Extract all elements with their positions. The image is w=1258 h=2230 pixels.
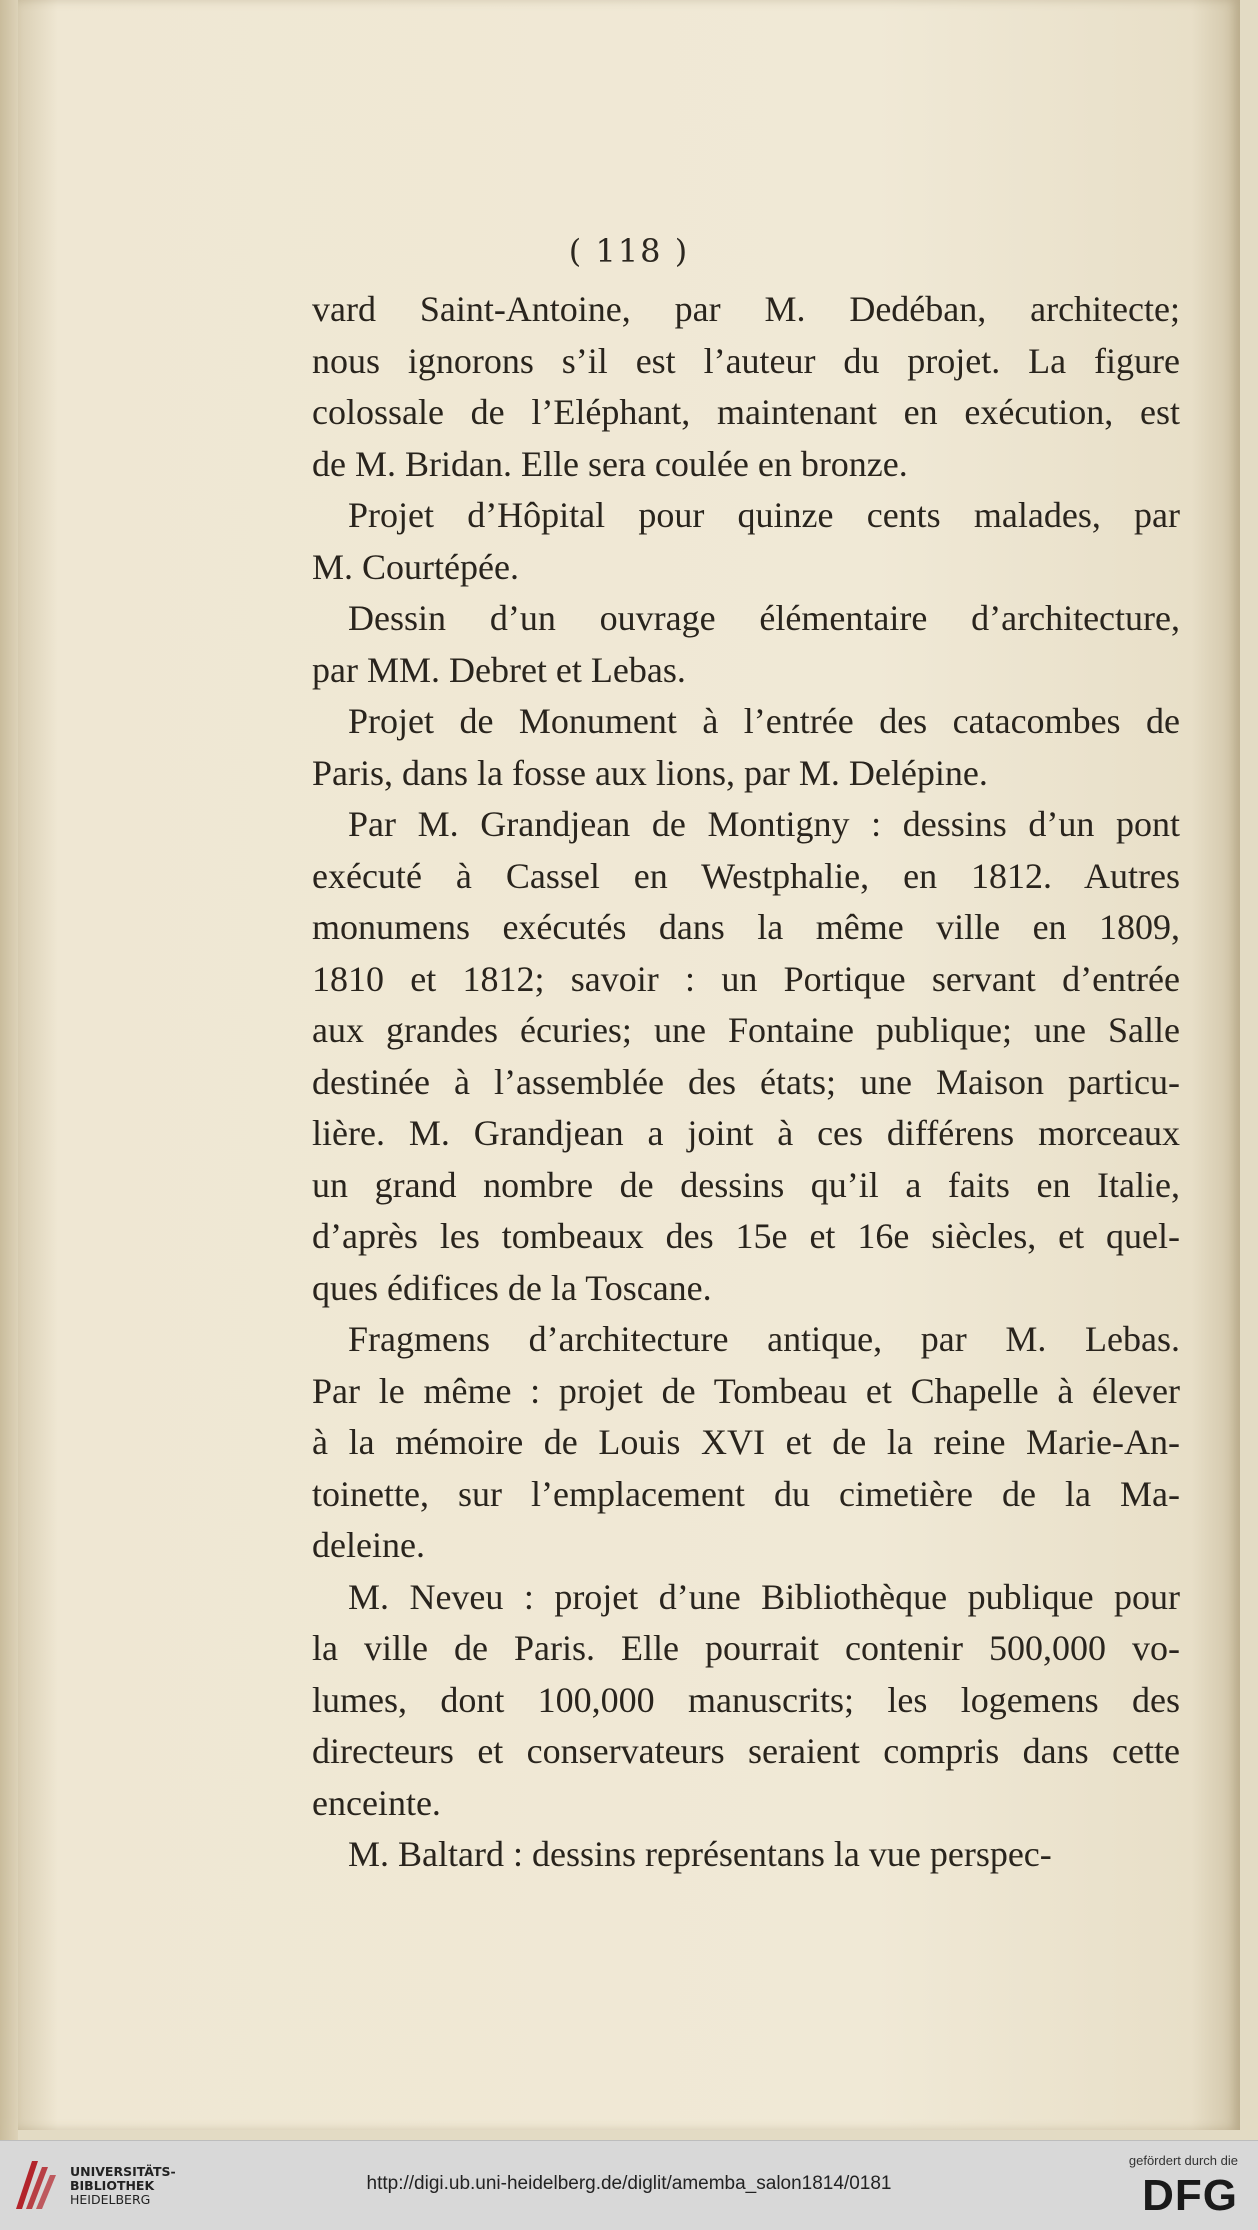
paragraph — [312, 593, 1180, 696]
library-line-3: HEIDELBERG — [70, 2192, 151, 2207]
document-url-link[interactable]: http://digi.ub.uni-heidelberg.de/diglit/amemba_salon1814/0181 — [366, 2173, 892, 2194]
paragraph — [312, 1314, 1180, 1572]
text-line: à la mémoire de Louis XVI et de la reine Marie-An- — [312, 1422, 1180, 1462]
funded-by-label: gefördert durch die — [1128, 2153, 1238, 2168]
text-line: par MM. Debret et Lebas. — [312, 649, 686, 690]
text-line: colossale de l’Eléphant, maintenant en exécution, est — [312, 392, 1180, 432]
library-line-1: UNIVERSITÄTS- — [70, 2164, 176, 2179]
book-spine — [0, 0, 18, 2140]
text-line: de M. Bridan. Elle sera coulée en bronze. — [312, 443, 908, 484]
text-line: vard Saint-Antoine, par M. Dedéban, architecte; — [312, 289, 1180, 329]
paragraph — [312, 1572, 1180, 1830]
text-line: Projet de Monument à l’entrée des catacombes de — [348, 701, 1180, 741]
text-line: Projet d’Hôpital pour quinze cents malades, par — [348, 495, 1180, 535]
text-line: Fragmens d’architecture antique, par M. Lebas. — [348, 1319, 1180, 1359]
text-line: M. Neveu : projet d’une Bibliothèque publique pour — [348, 1576, 1180, 1617]
paragraph — [312, 284, 1180, 490]
paragraph — [312, 490, 1180, 593]
text-line: lumes, dont 100,000 manuscrits; les logemens des — [312, 1679, 1180, 1720]
text-line: directeurs et conservateurs seraient compris dans cette — [312, 1731, 1180, 1771]
text-line: M. Courtépée. — [312, 546, 519, 587]
text-line: Par M. Grandjean de Montigny : dessins d’un pont — [348, 804, 1180, 844]
text-line: lière. M. Grandjean a joint à ces différens morceaux — [312, 1113, 1180, 1153]
page-text — [312, 284, 1180, 1881]
text-line: monumens exécutés dans la même ville en 1809, — [312, 907, 1180, 947]
text-line: deleine. — [312, 1525, 425, 1565]
page-number: ( 118 ) — [568, 232, 690, 270]
text-line: Paris, dans la fosse aux lions, par M. Delépine. — [312, 752, 988, 793]
text-line: ques édifices de la Toscane. — [312, 1267, 712, 1308]
viewer-footer — [0, 2140, 1258, 2230]
text-line: nous ignorons s’il est l’auteur du projet. La figure — [312, 340, 1180, 381]
text-line: un grand nombre de dessins qu’il a faits en Italie, — [312, 1164, 1180, 1205]
text-line: M. Baltard : dessins représentans la vue perspec- — [348, 1834, 1052, 1874]
text-line: Dessin d’un ouvrage élémentaire d’architecture, — [348, 598, 1180, 638]
text-line: 1810 et 1812; savoir : un Portique servant d’entrée — [312, 958, 1180, 999]
text-line: destinée à l’assemblée des états; une Maison particu- — [312, 1061, 1180, 1102]
paragraph — [312, 1829, 1180, 1881]
library-line-2: BIBLIOTHEK — [70, 2178, 155, 2193]
text-line: enceinte. — [312, 1782, 441, 1823]
text-line: la ville de Paris. Elle pourrait contenir 500,000 vo- — [312, 1628, 1180, 1668]
text-line: exécuté à Cassel en Westphalie, en 1812. Autres — [312, 855, 1180, 896]
text-line: toinette, sur l’emplacement du cimetière de la Ma- — [312, 1473, 1180, 1514]
paragraph — [312, 799, 1180, 1314]
text-line: d’après les tombeaux des 15e et 16e siècles, et quel- — [312, 1216, 1180, 1256]
paragraph — [312, 696, 1180, 799]
text-line: aux grandes écuries; une Fontaine publique; une Salle — [312, 1010, 1180, 1050]
dfg-logo: DFG — [1142, 2171, 1238, 2220]
text-line: Par le même : projet de Tombeau et Chapelle à élever — [312, 1370, 1180, 1411]
